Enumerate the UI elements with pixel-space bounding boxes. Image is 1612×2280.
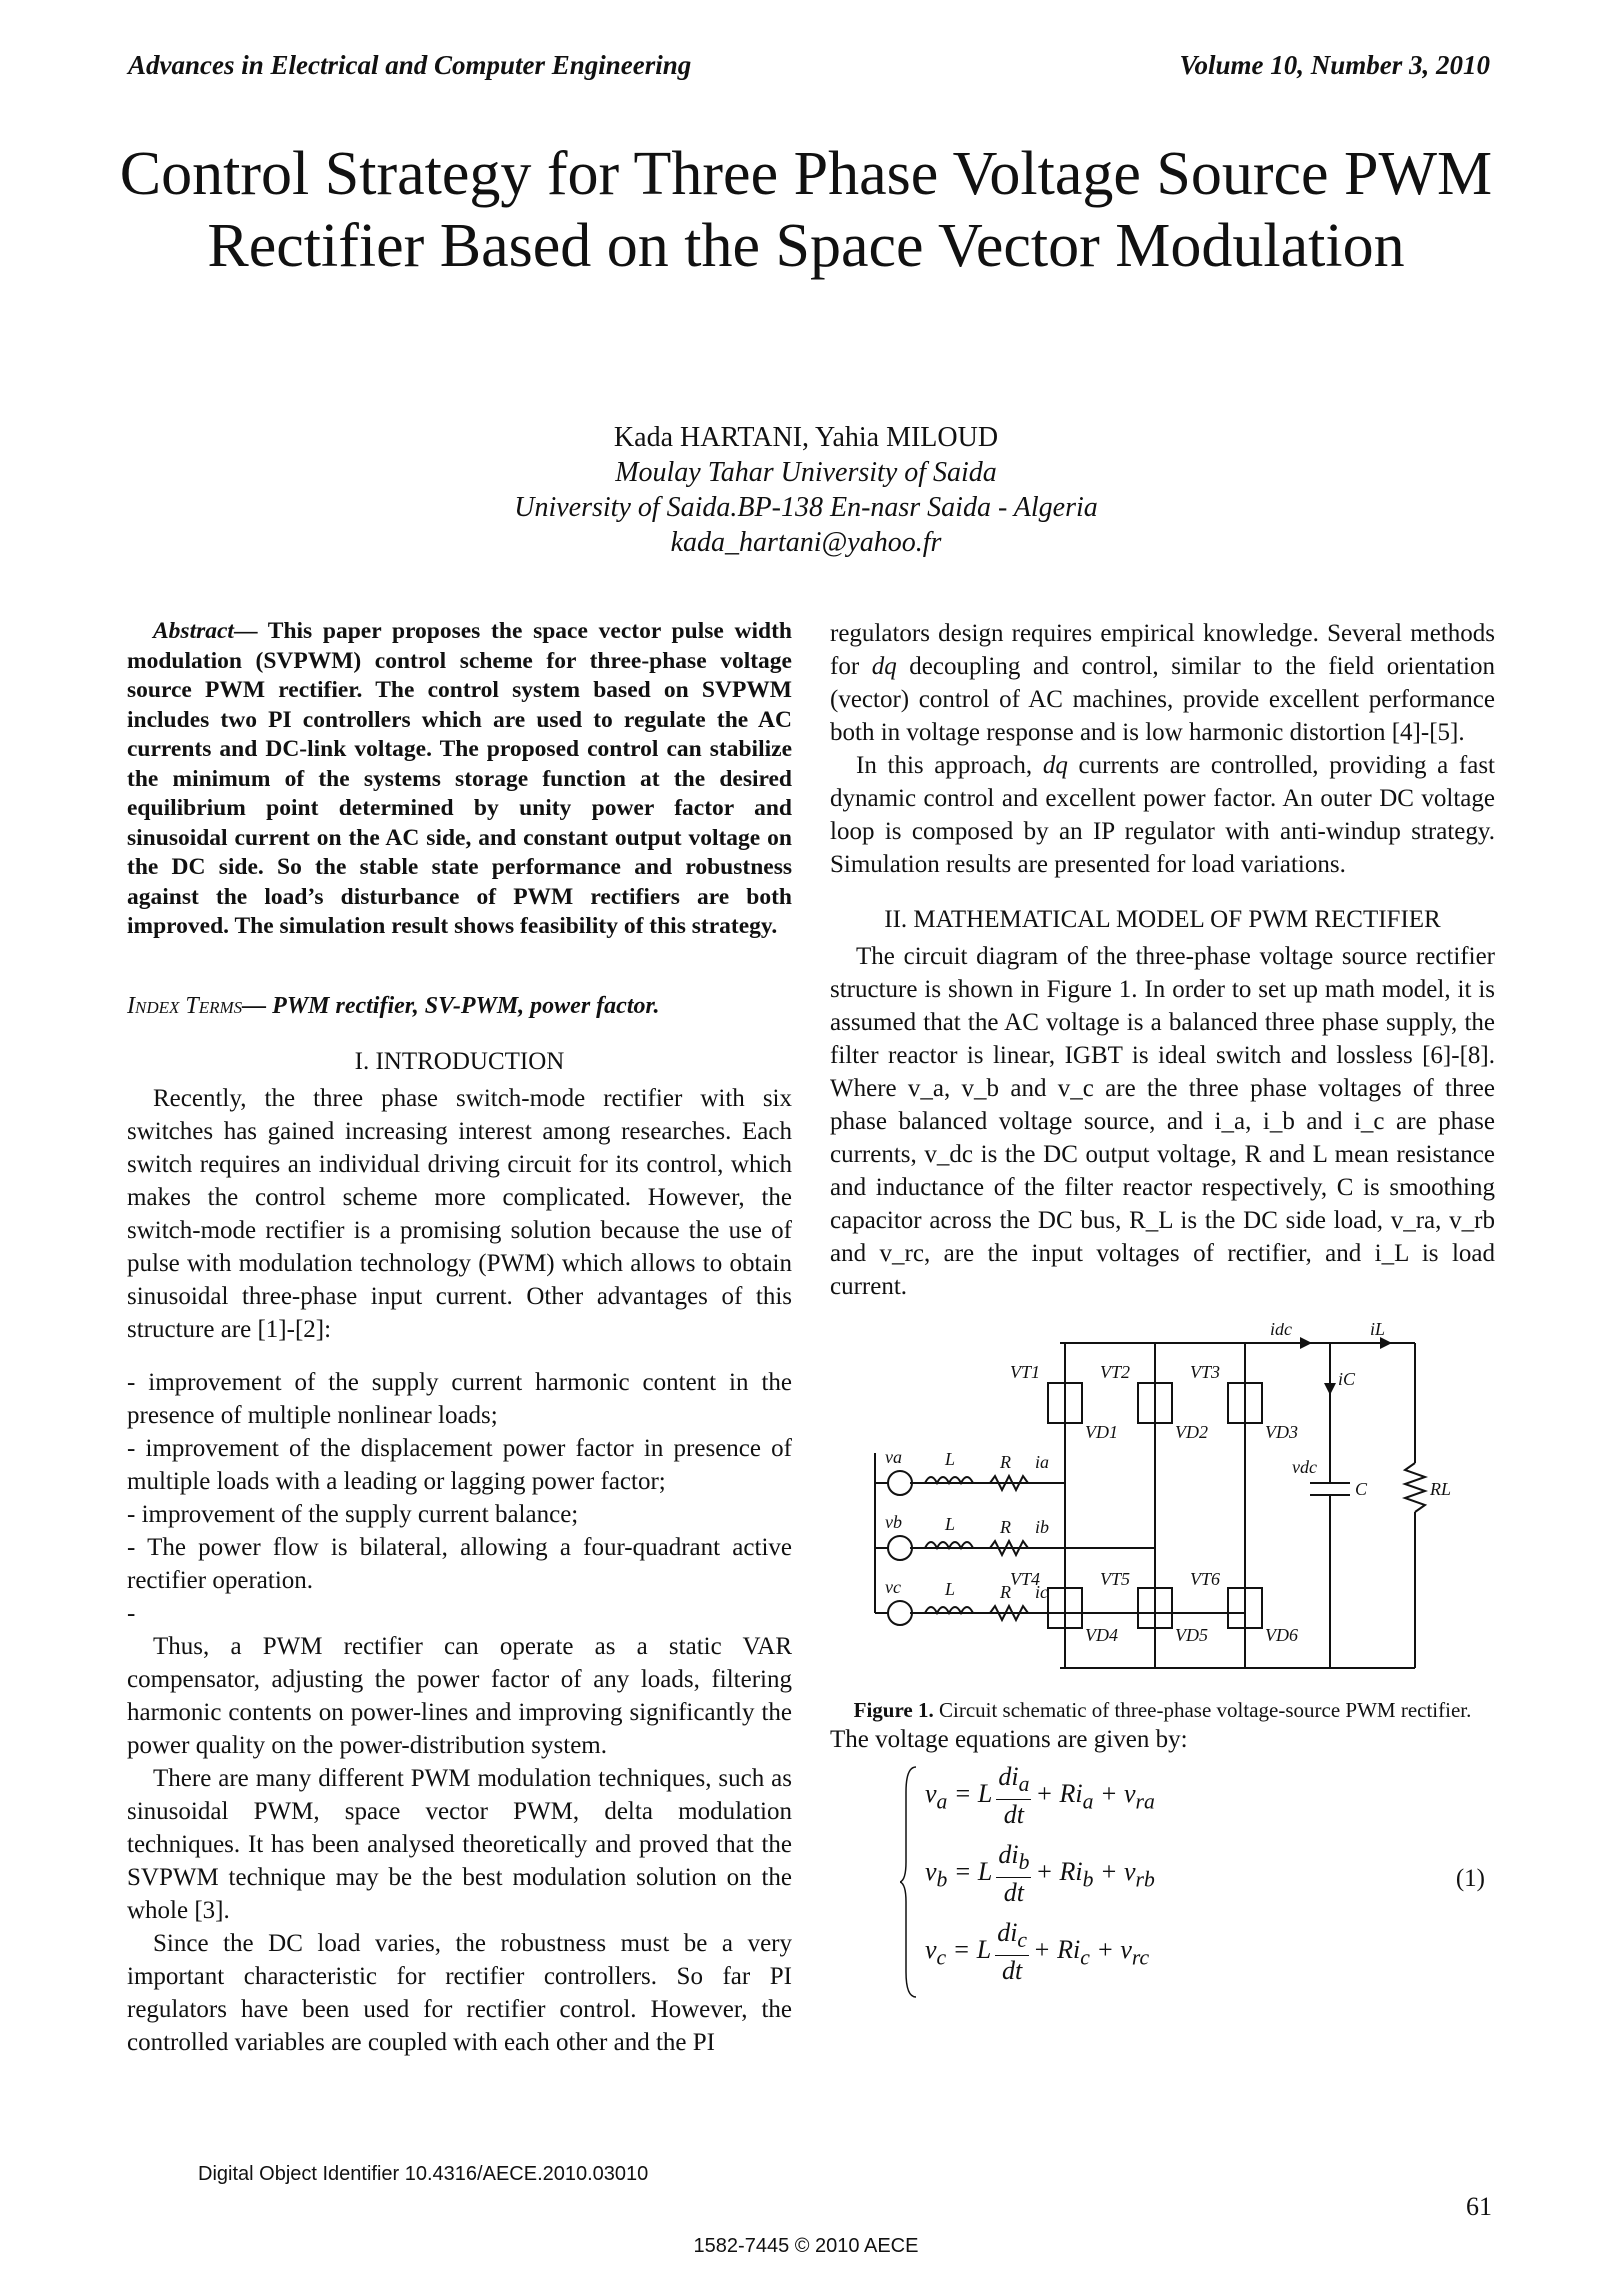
- figure-caption: [830, 1697, 1495, 1723]
- label-r: R: [1000, 1582, 1011, 1602]
- author-block: [300, 420, 1312, 560]
- section-heading-introduction: I. INTRODUCTION: [354, 1047, 565, 1075]
- left-column: [127, 617, 792, 2059]
- paper-title: Control Strategy for Three Phase Voltage Source PWM Rectifier Based on the Space Vector Modulation: [119, 140, 1493, 280]
- intro-paragraph-4: Since the DC load varies, the robustness must be a very important characteristic for rectifier controllers. So far PI regulators have been used for rectifier control. However, the controlled variables are coupled with each other and the PI: [127, 1929, 792, 2056]
- text-run: currents are controlled, providing a fast dynamic control and excellent power factor. An outer DC voltage loop is composed by an IP regulator with anti-windup strategy. Simulation results are presented for load variations.: [830, 752, 1495, 878]
- equation-number: (1): [1455, 1865, 1485, 1892]
- label-vd1: VD1: [1085, 1422, 1118, 1442]
- abstract-lead: Abstract: [153, 618, 234, 644]
- list-item: - The power flow is bilateral, allowing a four-quadrant active rectifier operation.: [127, 1533, 792, 1594]
- label-ic-cap: iC: [1338, 1369, 1356, 1389]
- text-run: decoupling and control, similar to the field orientation (vector) control of AC machines, provide excellent performance both in voltage response and is low harmonic distortion [4]-[5].: [830, 653, 1495, 746]
- section-heading-model: II. MATHEMATICAL MODEL OF PWM RECTIFIER: [884, 906, 1441, 933]
- text-run: regulators design requires empirical knowledge. Several methods for: [830, 620, 1495, 680]
- intro-paragraph-2: Thus, a PWM rectifier can operate as a static VAR compensator, adjusting the power factor of any loads, filtering harmonic contents on power-lines and improving significantly the power quality on the power-distribution system.: [127, 1632, 792, 1759]
- author-email[interactable]: kada_hartani@yahoo.fr: [670, 527, 942, 558]
- label-vd3: VD3: [1265, 1422, 1298, 1442]
- label-vc: vc: [885, 1577, 901, 1597]
- label-vt4: VT4: [1010, 1569, 1041, 1589]
- intro-paragraph-1: Recently, the three phase switch-mode rectifier with six switches has gained increasing interest among researches. Each switch requires an individual driving circuit for its control, which makes the control scheme more complicated. However, the switch-mode rectifier is a promising solution because the use of pulse with modulation technology (PWM) which allows to obtain sinusoidal three-phase input current. Other advantages of this structure are [1]-[2]:: [127, 1084, 792, 1343]
- right-paragraph-2: [830, 749, 1495, 881]
- label-vd6: VD6: [1265, 1625, 1298, 1645]
- affiliation-1: Moulay Tahar University of Saida: [615, 457, 997, 488]
- label-il: iL: [1370, 1323, 1386, 1339]
- equation-vc: $v_c = L$ $\frac{di_c}{dt}$ + $Ri_c + v_{rc}$: [925, 1918, 1150, 1986]
- label-ia: ia: [1035, 1452, 1050, 1472]
- label-l: L: [945, 1514, 956, 1534]
- label-vt2: VT2: [1100, 1362, 1131, 1382]
- label-ib: ib: [1035, 1517, 1050, 1537]
- equation-vb: $v_b = L$ $\frac{di_b}{dt}$ + $Ri_b + v_{rb}$: [925, 1840, 1155, 1908]
- label-vt6: VT6: [1190, 1569, 1221, 1589]
- index-terms: [127, 990, 792, 1023]
- doi[interactable]: Digital Object Identifier 10.4316/AECE.2010.03010: [198, 2163, 649, 2185]
- label-vd5: VD5: [1175, 1625, 1208, 1645]
- label-l: L: [945, 1579, 956, 1599]
- list-item: - improvement of the supply current balance;: [127, 1500, 579, 1528]
- affiliation-2: University of Saida.BP-138 En-nasr Saida - Algeria: [514, 492, 1098, 523]
- model-paragraph-1: The circuit diagram of the three-phase voltage source rectifier structure is shown in Figure 1. In order to set up math model, it is assumed that the AC voltage is a balanced three phase supply, the filter reactor is linear, IGBT is ideal switch and lossless [6]-[8]. Where v_a, v_b and v_c are the three phase voltages of three phase balanced voltage source, and i_a, i_b and i_c are phase currents, v_dc is the DC output voltage, R and L mean resistance and inductance of the filter reactor respectively, C is smoothing capacitor across the DC bus, R_L is the DC side load, v_ra, v_rb and v_rc, are the input voltages of rectifier, and i_L is load current.: [830, 943, 1495, 1300]
- label-r: R: [1000, 1517, 1011, 1537]
- figure-caption-lead: Figure 1.: [853, 1698, 934, 1722]
- journal-name: Advances in Electrical and Computer Engineering: [128, 50, 692, 80]
- circuit-schematic: [830, 1323, 1495, 1683]
- label-vt5: VT5: [1100, 1569, 1131, 1589]
- index-terms-text: — PWM rectifier, SV-PWM, power factor.: [242, 992, 660, 1019]
- equation-brace: [900, 1762, 920, 2002]
- voltage-equations: [830, 1762, 1495, 2002]
- issn-copyright: 1582-7445 © 2010 AECE: [693, 2235, 919, 2257]
- right-paragraph-1: [830, 617, 1495, 749]
- author-names: Kada HARTANI, Yahia MILOUD: [613, 422, 999, 453]
- index-terms-lead: Index Terms: [127, 992, 243, 1019]
- volume-info: Volume 10, Number 3, 2010: [1179, 50, 1490, 80]
- abstract: [127, 617, 792, 942]
- label-c: C: [1355, 1479, 1368, 1499]
- page-number: 61: [1466, 2192, 1492, 2221]
- label-idc: idc: [1270, 1323, 1292, 1339]
- label-l: L: [945, 1449, 956, 1469]
- label-r: R: [1000, 1452, 1011, 1472]
- right-column: [830, 617, 1495, 2002]
- label-ic: ic: [1035, 1582, 1048, 1602]
- equation-va: $v_a = L$ $\frac{di_a}{dt}$ + $Ri_a + v_{ra}$: [925, 1762, 1155, 1830]
- label-vdc: vdc: [1292, 1457, 1317, 1477]
- list-item: - improvement of the displacement power factor in presence of multiple loads with a leading or lagging power factor;: [127, 1434, 792, 1495]
- label-vd4: VD4: [1085, 1625, 1118, 1645]
- label-rl: RL: [1430, 1479, 1452, 1499]
- abstract-text: — This paper proposes the space vector pulse width modulation (SVPWM) control scheme for three-phase voltage source PWM rectifier. The control system based on SVPWM includes two PI controllers which are used to regulate the AC currents and DC-link voltage. The proposed control can stabilize the minimum of the systems storage function at the desired equilibrium point determined by unity power factor and sinusoidal current on the AC side, and constant output voltage on the DC side. So the stable state performance and robustness against the load’s disturbance of PWM rectifiers are both improved. The simulation result shows feasibility of this strategy.: [127, 618, 792, 939]
- text-run: In this approach,: [856, 752, 1043, 779]
- math-dq: dq: [871, 653, 897, 680]
- figure-caption-text: Circuit schematic of three-phase voltage-source PWM rectifier.: [933, 1698, 1472, 1722]
- list-item: - improvement of the supply current harmonic content in the presence of multiple nonlinear loads;: [127, 1368, 792, 1429]
- label-vt1: VT1: [1010, 1362, 1041, 1382]
- label-va: va: [885, 1447, 902, 1467]
- equation-intro: The voltage equations are given by:: [830, 1726, 1188, 1753]
- label-vd2: VD2: [1175, 1422, 1208, 1442]
- list-item: -: [127, 1599, 136, 1627]
- math-dq: dq: [1042, 752, 1068, 779]
- label-vt3: VT3: [1190, 1362, 1221, 1382]
- intro-paragraph-3: There are many different PWM modulation techniques, such as sinusoidal PWM, space vector PWM, delta modulation techniques. It has been analysed theoretically and proved that the SVPWM technique may be the best modulation solution on the whole [3].: [127, 1764, 792, 1924]
- label-vb: vb: [885, 1512, 902, 1532]
- circuit-figure: [830, 1323, 1495, 1683]
